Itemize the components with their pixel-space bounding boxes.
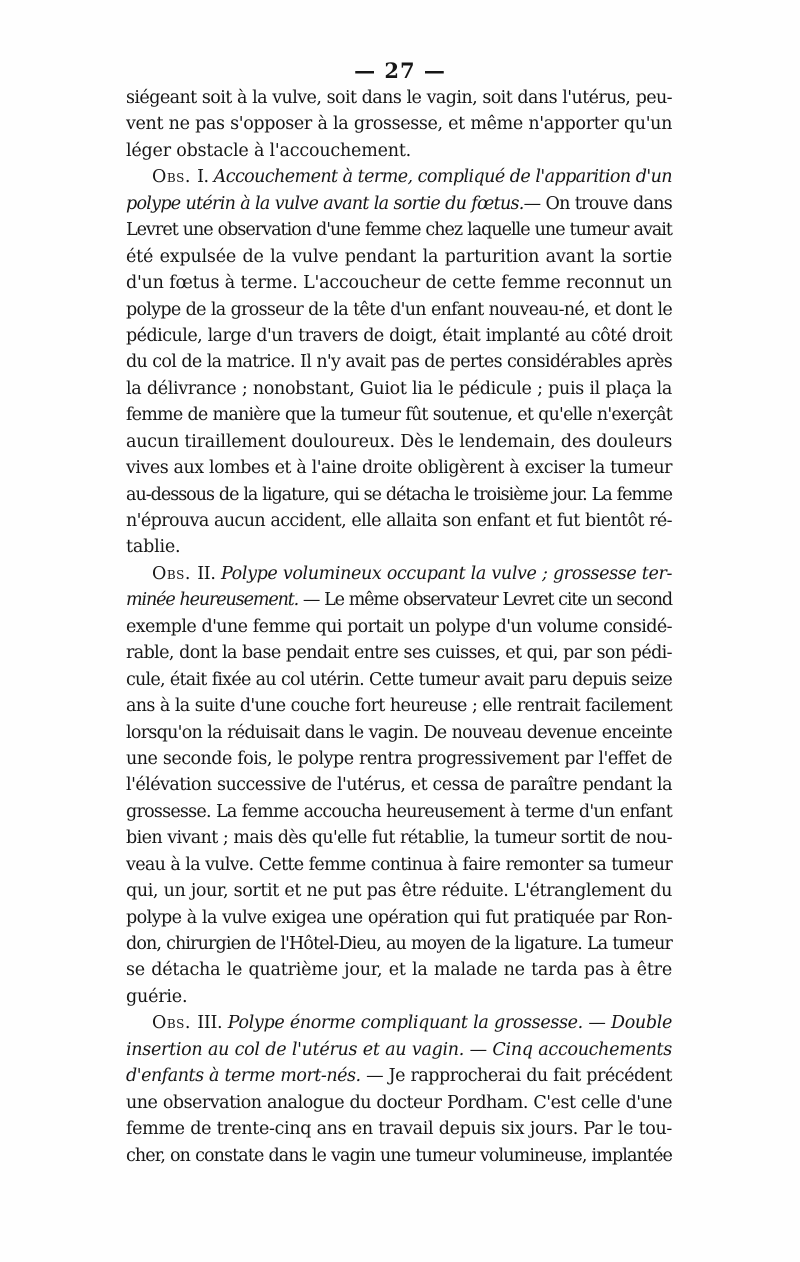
- text-segment: vives aux lombes et à l'aine droite obligèrent à exciser la tumeur: [126, 458, 672, 479]
- text-line: [126, 905, 672, 931]
- text-line: [126, 85, 672, 111]
- text-line: [126, 244, 672, 270]
- text-line: [126, 1010, 672, 1036]
- italic-text: Polype volumineux occupant la vulve ; grossesse ter-: [220, 563, 672, 584]
- text-segment: cule, était fixée au col utérin. Cette tumeur avait paru depuis seize: [126, 669, 672, 690]
- text-segment: III.: [197, 1013, 228, 1034]
- text-segment: veau à la vulve. Cette femme continua à faire remonter sa tumeur: [126, 854, 672, 875]
- text-segment: ans à la suite d'une couche fort heureuse ; elle rentrait facilement: [126, 696, 672, 717]
- text-line: [126, 614, 672, 640]
- text-segment: Levret une observation d'une femme chez laquelle une tumeur avait: [126, 220, 672, 241]
- text-segment: cher, on constate dans le vagin une tumeur volumineuse, implantée: [126, 1145, 672, 1166]
- text-segment: au-dessous de la ligature, qui se détacha le troisième jour. La femme: [126, 484, 672, 505]
- text-line: [126, 561, 672, 587]
- text-line: [126, 931, 672, 957]
- obs-label: Obs.: [152, 1013, 198, 1034]
- text-segment: pédicule, large d'un travers de doigt, était implanté au côté droit: [126, 325, 672, 346]
- text-segment: qui, un jour, sortit et ne put pas être réduite. L'étranglement du: [126, 881, 672, 902]
- italic-text: Accouchement à terme, compliqué de l'apparition d'un: [213, 167, 672, 188]
- text-line: [126, 164, 672, 190]
- text-line: [126, 217, 672, 243]
- text-line: [126, 772, 672, 798]
- text-line: [126, 825, 672, 851]
- italic-text: d'enfants à terme mort-nés.: [126, 1066, 361, 1087]
- text-line: [126, 138, 672, 164]
- text-segment: II.: [197, 563, 221, 584]
- text-line: [126, 508, 672, 534]
- text-segment: se détacha le quatrième jour, et la malade ne tarda pas à être: [126, 960, 672, 981]
- text-segment: polype à la vulve exigea une opération qui fut pratiquée par Ron-: [126, 907, 672, 928]
- italic-text: Polype énorme compliquant la grossesse.: [227, 1013, 583, 1034]
- text-segment: du col de la matrice. Il n'y avait pas de pertes considérables après: [126, 352, 672, 373]
- text-segment: polype de la grosseur de la tête d'un enfant nouveau-né, et dont le: [126, 299, 672, 320]
- italic-text: Cinq accouchements: [492, 1039, 672, 1060]
- italic-text: polype utérin à la vulve avant la sortie du fœtus.: [126, 193, 524, 214]
- text-line: [126, 720, 672, 746]
- text-segment: femme de trente-cinq ans en travail depuis six jours. Par le tou-: [126, 1119, 672, 1140]
- text-segment: une observation analogue du docteur Pordham. C'est celle d'une: [126, 1092, 672, 1113]
- text-segment: — Je rapprocherai du fait précédent: [360, 1066, 672, 1087]
- text-segment: lorsqu'on la réduisait dans le vagin. De nouveau devenue enceinte: [126, 722, 672, 743]
- text-line: [126, 429, 672, 455]
- text-line: [126, 482, 672, 508]
- text-segment: grossesse. La femme accoucha heureusement à terme d'un enfant: [126, 801, 672, 822]
- text-line: [126, 957, 672, 983]
- text-line: [126, 349, 672, 375]
- page-number: — 27 —: [354, 58, 446, 83]
- text-segment: une seconde fois, le polype rentra progressivement par l'effet de: [126, 748, 672, 769]
- text-segment: don, chirurgien de l'Hôtel-Dieu, au moyen de la ligature. La tumeur: [126, 934, 672, 954]
- italic-text: Double: [611, 1013, 673, 1034]
- text-line: [126, 852, 672, 878]
- text-segment: —: [582, 1013, 612, 1034]
- text-line: [126, 878, 672, 904]
- italic-text: minée heureusement.: [126, 590, 299, 611]
- text-line: [126, 667, 672, 693]
- text-segment: tablie.: [126, 537, 181, 558]
- obs-label: Obs.: [152, 563, 198, 584]
- text-line: [126, 111, 672, 137]
- text-segment: rable, dont la base pendait entre ses cuisses, et qui, par son pédi-: [126, 643, 672, 664]
- text-line: [126, 1037, 672, 1063]
- text-segment: n'éprouva aucun accident, elle allaita son enfant et fut bientôt ré-: [126, 511, 672, 531]
- text-line: [126, 640, 672, 666]
- text-segment: vent ne pas s'opposer à la grossesse, et même n'apporter qu'un: [126, 114, 672, 135]
- text-line: [126, 455, 672, 481]
- text-segment: siégeant soit à la vulve, soit dans le vagin, soit dans l'utérus, peu-: [126, 88, 672, 108]
- text-segment: —: [464, 1039, 493, 1060]
- text-segment: été expulsée de la vulve pendant la parturition avant la sortie: [126, 246, 672, 267]
- text-line: [126, 693, 672, 719]
- text-line: [126, 534, 672, 560]
- text-line: [126, 297, 672, 323]
- text-line: [126, 1063, 672, 1089]
- body-text: [126, 85, 672, 1169]
- text-line: [126, 270, 672, 296]
- obs-label: Obs.: [152, 167, 198, 188]
- text-segment: léger obstacle à l'accouchement.: [126, 140, 412, 161]
- text-segment: I.: [197, 167, 214, 188]
- text-segment: bien vivant ; mais dès qu'elle fut rétablie, la tumeur sortit de nou-: [126, 828, 672, 849]
- text-line: [126, 402, 672, 428]
- text-segment: exemple d'une femme qui portait un polype d'un volume considé-: [126, 616, 672, 637]
- text-segment: d'un fœtus à terme. L'accoucheur de cette femme reconnut un: [126, 273, 672, 294]
- text-line: [126, 191, 672, 217]
- text-segment: — On trouve dans: [523, 193, 672, 214]
- text-line: [126, 984, 672, 1010]
- text-segment: la délivrance ; nonobstant, Guiot lia le pédicule ; puis il plaça la: [126, 378, 672, 399]
- text-line: [126, 799, 672, 825]
- text-line: [126, 746, 672, 772]
- text-line: [126, 1143, 672, 1169]
- text-segment: guérie.: [126, 986, 188, 1007]
- text-line: [126, 1090, 672, 1116]
- text-line: [126, 587, 672, 613]
- text-segment: aucun tiraillement douloureux. Dès le lendemain, des douleurs: [126, 431, 673, 452]
- text-segment: — Le même observateur Levret cite un second: [298, 590, 672, 611]
- text-segment: femme de manière que la tumeur fût soutenue, et qu'elle n'exerçât: [126, 405, 672, 426]
- italic-text: insertion au col de l'utérus et au vagin.: [126, 1039, 465, 1060]
- text-line: [126, 1116, 672, 1142]
- text-segment: l'élévation successive de l'utérus, et cessa de paraître pendant la: [126, 775, 672, 796]
- text-line: [126, 323, 672, 349]
- text-line: [126, 376, 672, 402]
